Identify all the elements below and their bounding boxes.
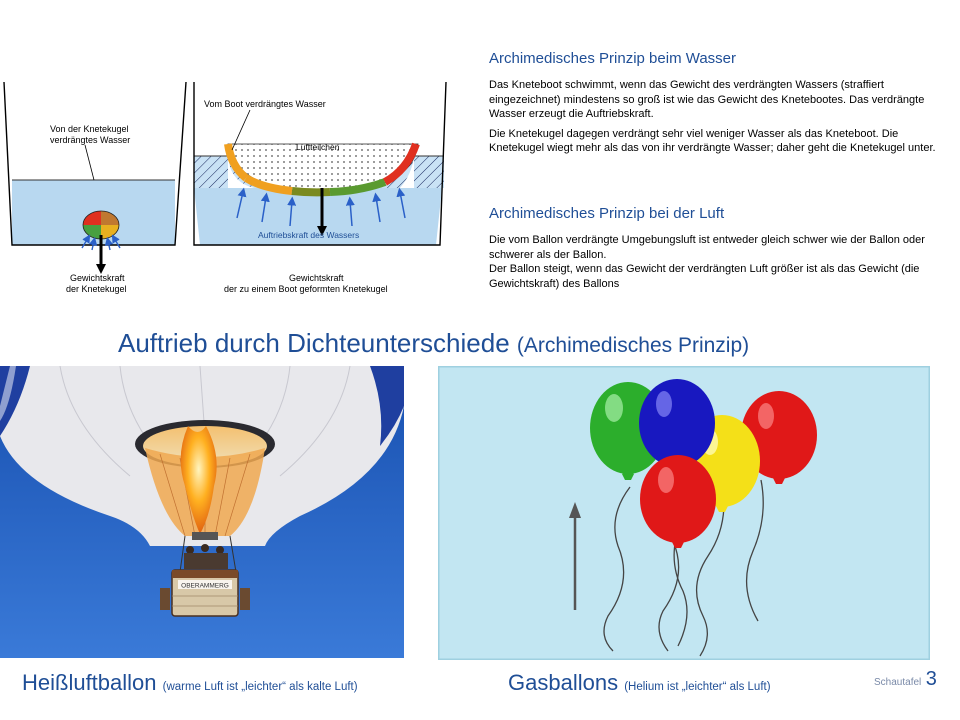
slide-footer [874,668,937,691]
gas-caption-title: Gasballons [508,670,619,695]
left-force-label-1: Gewichtskraft [70,273,125,283]
buoyancy-label: Auftriebskraft des Wassers [258,230,360,240]
gas-caption-note: (Helium ist „leichter“ als Luft) [624,681,771,693]
hot-air-caption-note: (warme Luft ist „leichter“ als kalte Luft) [162,681,358,693]
left-container [4,82,186,294]
right-force-label-1: Gewichtskraft [289,273,344,283]
air-paragraph-1: Die vom Ballon verdrängte Umgebungsluft ist entweder gleich schwer wie der Ballon oder schwerer als der Ballon. [489,234,925,261]
hot-air-caption [22,670,358,696]
air-section-heading: Archimedisches Prinzip bei der Luft [489,205,725,222]
page-title [118,328,749,359]
left-displaced-label-2: verdrängtes Wasser [50,135,131,145]
gas-balloons-image [438,366,930,660]
left-force-label-2: der Knetekugel [66,284,127,294]
title-main: Auftrieb durch Dichteunterschiede [118,328,510,358]
air-section-text [489,233,951,291]
right-force-label-2: der zu einem Boot geformten Knetekugel [224,284,388,294]
archimedes-water-diagram [0,70,465,300]
basket-logo-text: OBERAMMERG [181,582,229,590]
water-paragraph-1: Das Kneteboot schwimmt, wenn das Gewicht des verdrängten Wassers (straffiert eingezeichnet) mindestens so groß ist wie das Gewicht des Knetebootes. Das verdrängte Wasser erzeugt die Auftriebskraft. [489,79,925,120]
hot-air-caption-title: Heißluftballon [22,670,157,695]
water-paragraph-2: Die Knetekugel dagegen verdrängt sehr viel weniger Wasser als das Kneteboot. Die Knetekugel wiegt mehr als das von ihr verdrängte Wasser; daher geht die Knetekugel unter. [489,127,936,154]
water-section-text [489,78,951,161]
gas-caption [508,670,771,696]
right-container [194,82,446,294]
footer-label: Schautafel [874,677,922,688]
hot-air-balloon-image [0,366,404,658]
clay-ball [83,211,119,239]
right-displaced-label: Vom Boot verdrängtes Wasser [204,99,326,109]
slide-number: 3 [925,668,937,690]
air-paragraph-2: Der Ballon steigt, wenn das Gewicht der verdrängten Luft größer ist als das Gewicht (die Gewichtskraft) des Ballons [489,263,920,290]
left-displaced-label-1: Von der Knetekugel [50,124,129,134]
air-particles-label: Luftteilchen [296,142,340,152]
title-sub: (Archimedisches Prinzip) [516,334,750,357]
water-section-heading: Archimedisches Prinzip beim Wasser [489,50,737,67]
